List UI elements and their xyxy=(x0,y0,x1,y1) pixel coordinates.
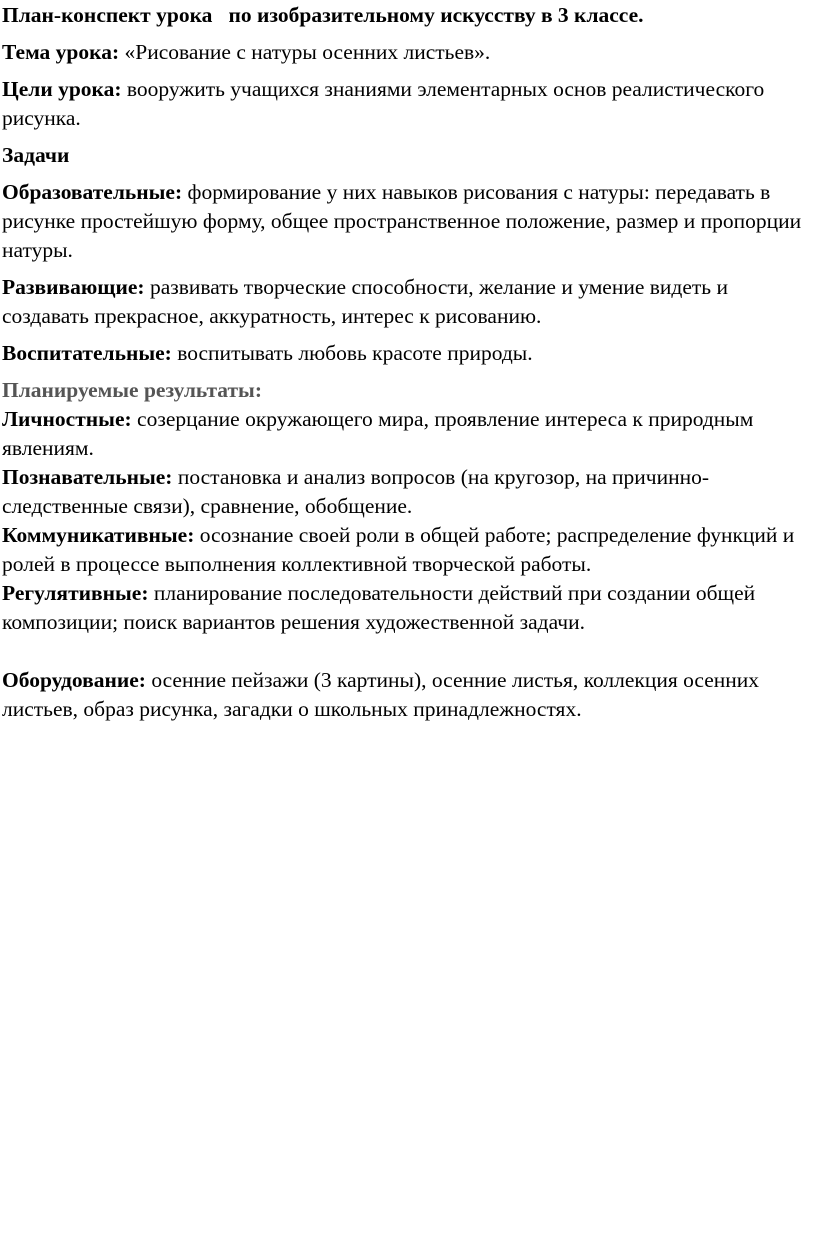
equipment-label: Оборудование: xyxy=(2,668,146,692)
results-heading: Планируемые результаты: xyxy=(2,378,263,402)
lesson-plan xyxy=(2,0,810,724)
cognitive-label: Познавательные: xyxy=(2,465,173,489)
educational-paragraph xyxy=(2,178,810,265)
communicative-paragraph xyxy=(2,521,810,579)
goals-paragraph xyxy=(2,75,810,133)
goals-label: Цели урока: xyxy=(2,77,122,101)
personal-paragraph xyxy=(2,405,810,463)
communicative-label: Коммуникативные: xyxy=(2,523,195,547)
cognitive-text: постановка и анализ вопросов (на кругозор, на причинно-следственные связи), сравнение, обобщение. xyxy=(2,465,710,518)
developing-paragraph xyxy=(2,273,810,331)
upbringing-text: воспитывать любовь красоте природы. xyxy=(171,341,533,365)
personal-text: созерцание окружающего мира, проявление интереса к природным явлениям. xyxy=(2,407,754,460)
developing-label: Развивающие: xyxy=(2,275,145,299)
document-title: План-конспект урока по изобразительному искусству в 3 классе. xyxy=(2,3,644,27)
cognitive-paragraph xyxy=(2,463,810,521)
educational-text: формирование у них навыков рисования с натуры: передавать в рисунке простейшую форму, общее пространственное положение, размер и пропорции натуры. xyxy=(2,180,802,262)
tasks-heading: Задачи xyxy=(2,143,70,167)
goals-text: вооружить учащихся знаниями элементарных основ реалистического рисунка. xyxy=(2,77,765,130)
topic-label: Тема урока: xyxy=(2,40,120,64)
upbringing-label: Воспитательные: xyxy=(2,341,172,365)
topic-text: «Рисование с натуры осенних листьев». xyxy=(119,40,491,64)
regulatory-label: Регулятивные: xyxy=(2,581,149,605)
developing-text: развивать творческие способности, желание и умение видеть и создавать прекрасное, аккуратность, интерес к рисованию. xyxy=(2,275,728,328)
communicative-text: осознание своей роли в общей работе; распределение функций и ролей в процессе выполнения коллективной творческой работы. xyxy=(2,523,795,576)
regulatory-text: планирование последовательности действий при создании общей композиции; поиск вариантов решения художественной задачи. xyxy=(2,581,756,634)
personal-label: Личностные: xyxy=(2,407,132,431)
topic-paragraph xyxy=(2,38,810,67)
equipment-paragraph xyxy=(2,666,810,724)
upbringing-paragraph xyxy=(2,339,810,368)
equipment-text: осенние пейзажи (3 картины), осенние листья, коллекция осенних листьев, образ рисунка, загадки о школьных принадлежностях. xyxy=(2,668,760,721)
regulatory-paragraph xyxy=(2,579,810,637)
educational-label: Образовательные: xyxy=(2,180,183,204)
